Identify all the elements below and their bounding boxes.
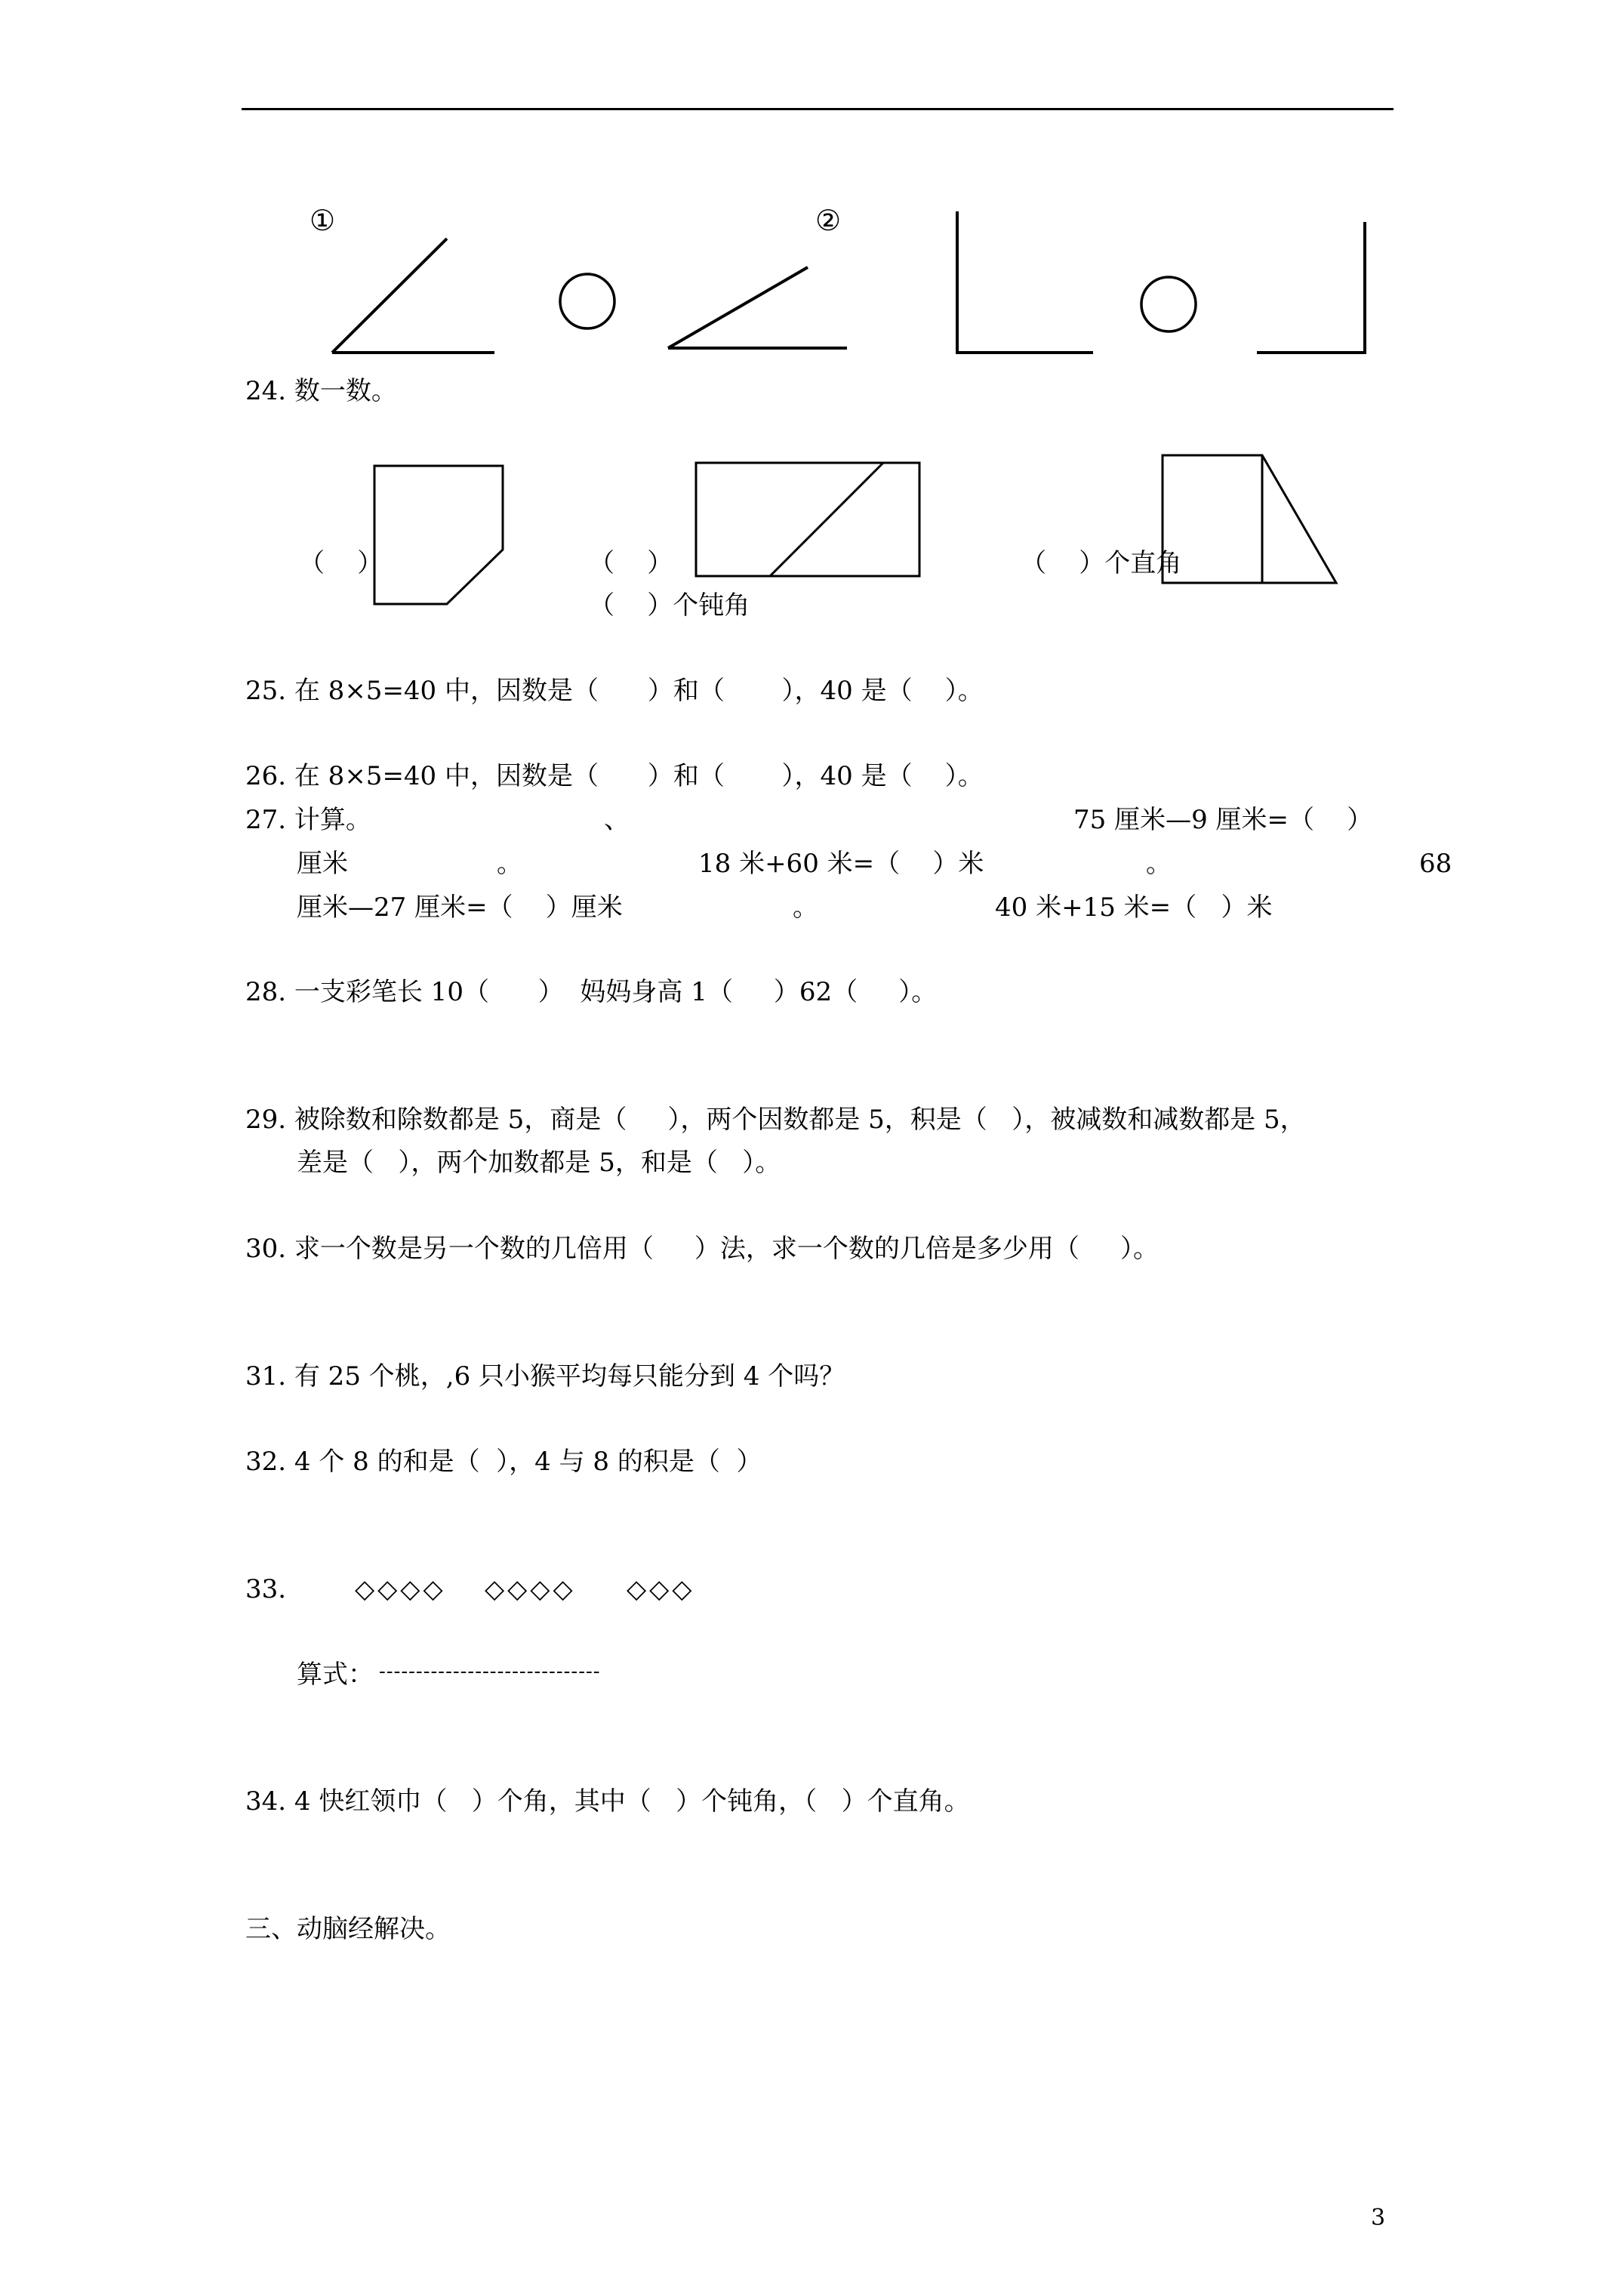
question-26: 26. 在 8×5=40 中，因数是（ ）和（ ），40 是（ ）。 xyxy=(245,761,984,791)
q27-item-c: 厘米—27 厘米=（ ）厘米 xyxy=(297,892,623,923)
q27-dot-3: 。 xyxy=(793,892,818,923)
q24-label: 24. 数一数。 xyxy=(245,376,397,406)
marker-1: ① xyxy=(310,204,336,237)
question-29-line-2: 差是（ ），两个加数都是 5，和是（ ）。 xyxy=(297,1148,781,1178)
q27-dot-1: 。 xyxy=(497,849,522,879)
q27-item-a: 75 厘米—9 厘米=（ ） xyxy=(1073,805,1373,835)
rectangle-with-triangle xyxy=(1163,455,1336,583)
q24-blank-obtuse-angle[interactable]: （ ）个钝角 xyxy=(589,590,750,621)
q27-mark: 、 xyxy=(604,805,630,835)
question-29-line-1: 29. 被除数和除数都是 5，商是（ ），两个因数都是 5，积是（ ），被减数和减数都是 5， xyxy=(245,1105,1306,1135)
question-34: 34. 4 快红领巾（ ）个角，其中（ ）个钝角，（ ）个直角。 xyxy=(245,1786,970,1817)
q27-label: 27. 计算。 xyxy=(245,805,371,835)
compare-circle-2[interactable] xyxy=(1141,277,1196,331)
pentagon-shape xyxy=(374,466,503,604)
angle-figure-2 xyxy=(668,267,847,348)
question-25: 25. 在 8×5=40 中，因数是（ ）和（ ），40 是（ ）。 xyxy=(245,676,984,706)
rectangle-with-diagonal xyxy=(696,463,919,576)
right-angle-figure-1 xyxy=(957,211,1093,353)
q24-blank-1[interactable]: （ ） xyxy=(299,548,383,578)
q27-item-a-unit: 厘米 xyxy=(297,849,348,879)
diamond-group-2: ◇◇◇◇ xyxy=(485,1574,576,1604)
q24-blank-2[interactable]: （ ） xyxy=(589,548,673,578)
question-30: 30. 求一个数是另一个数的几倍用（ ）法，求一个数的几倍是多少用（ ）。 xyxy=(245,1234,1159,1264)
marker-2: ② xyxy=(815,204,842,237)
formula-label: 算式： xyxy=(297,1660,374,1690)
q33-label: 33. xyxy=(245,1574,287,1604)
right-angle-figure-2 xyxy=(1257,222,1365,353)
diamond-group-3: ◇◇◇ xyxy=(627,1574,695,1604)
q27-item-c-number: 68 xyxy=(1419,849,1452,879)
question-28: 28. 一支彩笔长 10（ ） 妈妈身高 1（ ）62（ ）。 xyxy=(245,977,938,1007)
formula-answer-line[interactable]: ------------------------------ xyxy=(379,1660,601,1683)
page-number: 3 xyxy=(1371,2205,1386,2231)
section-3-heading: 三、动脑经解决。 xyxy=(245,1914,451,1944)
q27-item-b: 18 米+60 米=（ ）米 xyxy=(698,849,984,879)
question-32: 32. 4 个 8 的和是（ ），4 与 8 的积是（ ） xyxy=(245,1447,762,1477)
diamond-group-1: ◇◇◇◇ xyxy=(355,1574,446,1604)
angle-figure-1 xyxy=(332,239,494,353)
q27-item-d: 40 米+15 米=（ ）米 xyxy=(995,892,1273,923)
q24-blank-right-angle[interactable]: （ ）个直角 xyxy=(1021,548,1182,578)
q27-dot-2: 。 xyxy=(1146,849,1172,879)
question-31: 31. 有 25 个桃，,6 只小猴平均每只能分到 4 个吗？ xyxy=(245,1361,845,1391)
compare-circle-1[interactable] xyxy=(560,274,614,328)
